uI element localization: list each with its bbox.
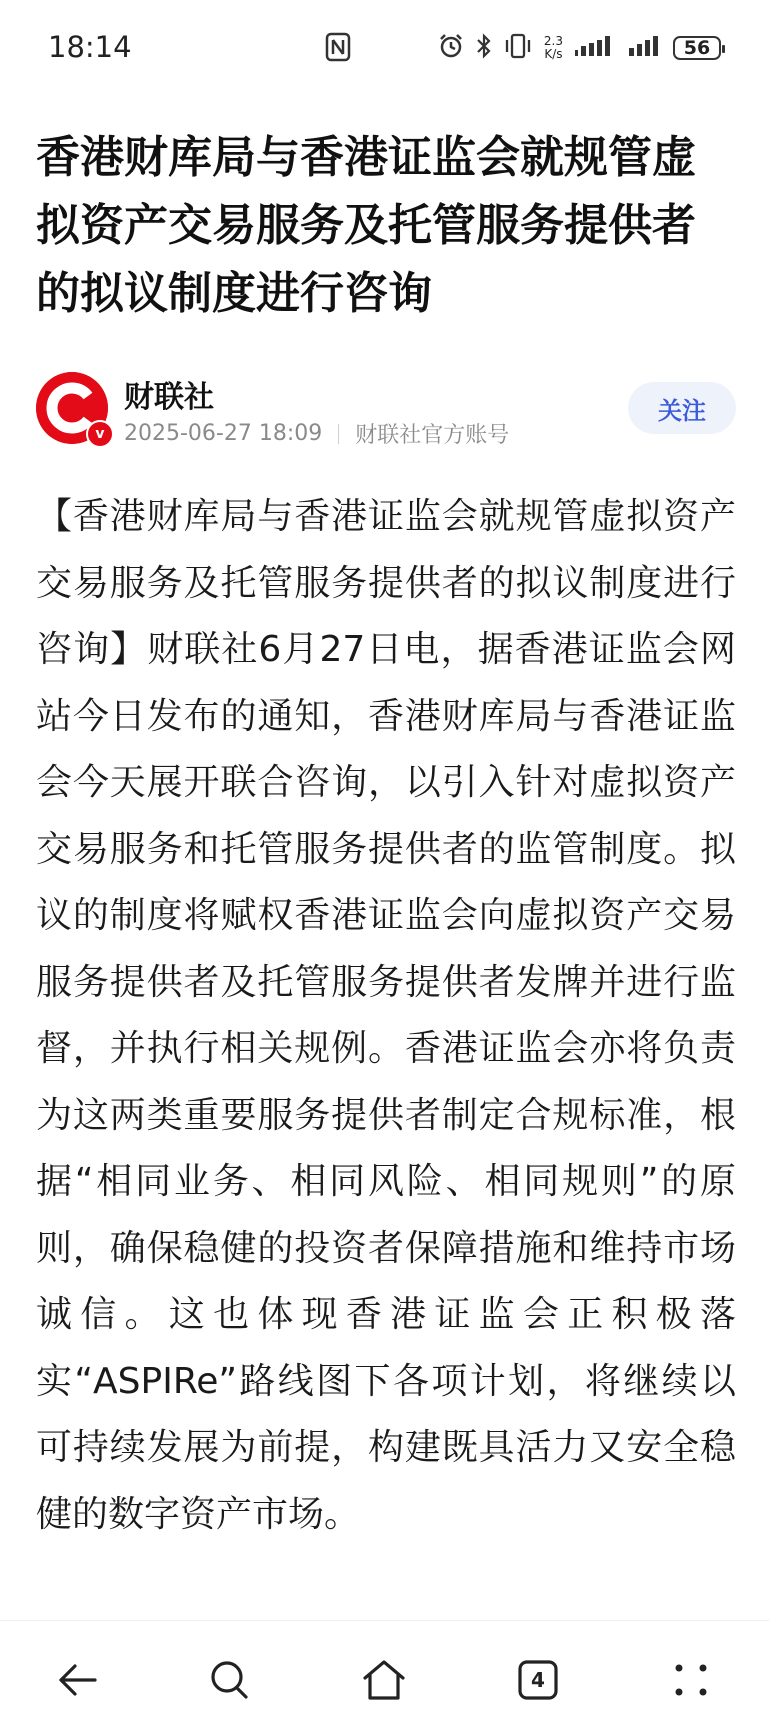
- nfc-icon: [325, 32, 351, 66]
- search-button[interactable]: [195, 1645, 265, 1715]
- status-time: 18:14: [48, 30, 132, 64]
- battery-icon: 56: [673, 36, 721, 60]
- author-meta: [124, 418, 509, 449]
- signal-icon: [575, 34, 617, 62]
- home-button[interactable]: [349, 1645, 419, 1715]
- network-speed: [544, 35, 563, 61]
- back-arrow-icon: [55, 1660, 99, 1700]
- follow-button[interactable]: 关注: [628, 382, 736, 434]
- meta-divider: [338, 424, 339, 444]
- article-title: 香港财库局与香港证监会就规管虚拟资产交易服务及托管服务提供者的拟议制度进行咨询: [36, 132, 696, 319]
- author-name[interactable]: 财联社: [124, 380, 214, 415]
- publish-date: 2025-06-27 18:09: [124, 421, 323, 446]
- article-body: 【香港财库局与香港证监会就规管虚拟资产交易服务及托管服务提供者的拟议制度进行咨询】财联社6月27日电，据香港证监会网站今日发布的通知，香港财库局与香港证监会今天展开联合咨询，以引入针对虚拟资产交易服务和托管服务提供者的监管制度。拟议的制度将赋权香港证监会向虚拟资产交易服务提供者及托管服务提供者发牌并进行监督，并执行相关规例。香港证监会亦将负责为这两类重要服务提供者制定合规标准，根据“相同业务、相同风险、相同规则”的原则，确保稳健的投资者保障措施和维持市场诚信。这也体现香港证监会正积极落实“ASPIRe”路线图下各项计划，将继续以可持续发展为前提，构建既具活力又安全稳健的数字资产市场。: [36, 496, 736, 1535]
- bluetooth-icon: [476, 33, 492, 63]
- author-row: [36, 370, 736, 450]
- network-speed-unit: K/s: [544, 47, 563, 61]
- more-icon: [673, 1662, 709, 1698]
- home-icon: [361, 1658, 407, 1702]
- back-button[interactable]: [42, 1645, 112, 1715]
- vibrate-icon: [504, 33, 532, 63]
- network-speed-value: 2.3: [543, 34, 563, 48]
- verified-badge: v: [86, 420, 114, 448]
- status-icons: [438, 28, 721, 68]
- tabs-button[interactable]: [503, 1645, 573, 1715]
- bottom-nav: [0, 1620, 769, 1735]
- more-button[interactable]: [656, 1645, 726, 1715]
- search-icon: [208, 1658, 252, 1702]
- author-account: 财联社官方账号: [355, 423, 510, 448]
- signal-icon: [629, 34, 661, 62]
- tab-count: 4: [531, 1668, 545, 1692]
- alarm-icon: [438, 33, 464, 63]
- status-bar: [0, 0, 769, 96]
